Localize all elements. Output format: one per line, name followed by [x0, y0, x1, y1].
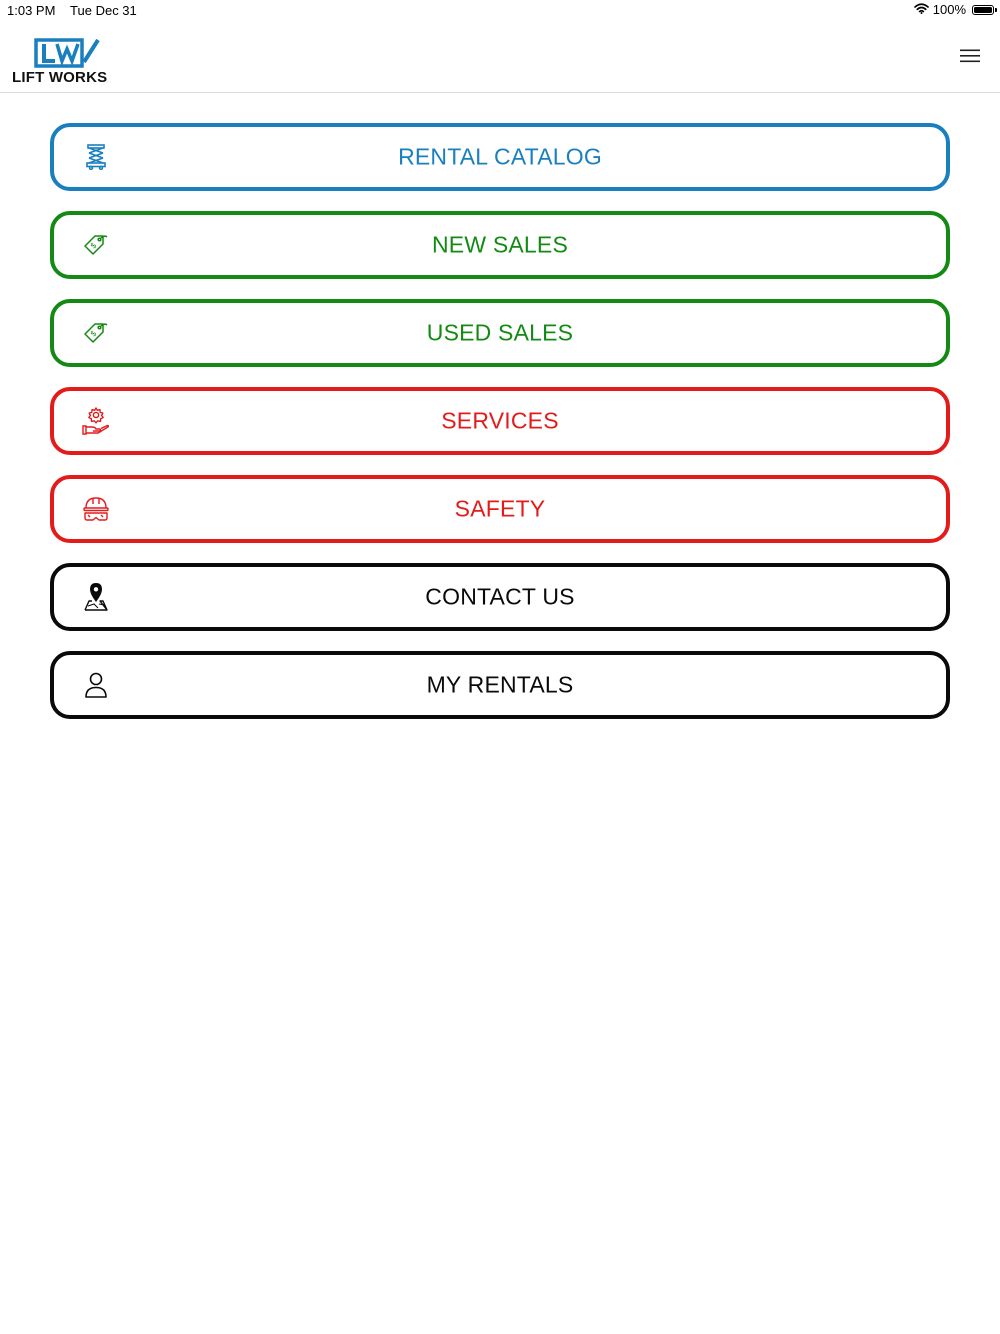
services-button[interactable]: [50, 387, 950, 455]
contact-us-label: CONTACT US: [425, 583, 575, 610]
rental-catalog-button[interactable]: [50, 123, 950, 191]
new-sales-label: NEW SALES: [431, 231, 568, 258]
hamburger-icon: [960, 49, 980, 63]
lw-logo-mark: [34, 38, 102, 68]
safety-button[interactable]: [50, 475, 950, 543]
status-date: Tue Dec 31: [70, 3, 137, 18]
svg-text:$: $: [88, 240, 99, 251]
logo-text: LIFT WORKS: [12, 69, 108, 86]
svg-text:$: $: [88, 328, 99, 339]
status-time: 1:03 PM: [7, 3, 56, 18]
wifi-icon: [914, 2, 929, 17]
my-rentals-label: MY RENTALS: [426, 671, 574, 698]
my-rentals-button[interactable]: [50, 651, 950, 719]
used-sales-label: USED SALES: [426, 319, 574, 346]
rental-catalog-label: RENTAL CATALOG: [398, 143, 602, 170]
used-sales-button[interactable]: [50, 299, 950, 367]
hamburger-menu-button[interactable]: [956, 44, 984, 68]
main-menu: [50, 123, 950, 739]
lift-works-logo[interactable]: [10, 38, 130, 88]
battery-icon: [972, 5, 994, 15]
services-label: SERVICES: [441, 407, 559, 434]
status-left: [7, 3, 137, 18]
app-header: [0, 20, 1000, 93]
battery-percent: 100%: [932, 2, 966, 17]
safety-label: SAFETY: [454, 495, 546, 522]
status-right: [914, 2, 994, 17]
new-sales-button[interactable]: [50, 211, 950, 279]
battery-fill: [974, 7, 992, 13]
status-bar: [0, 0, 1000, 20]
contact-us-button[interactable]: [50, 563, 950, 631]
